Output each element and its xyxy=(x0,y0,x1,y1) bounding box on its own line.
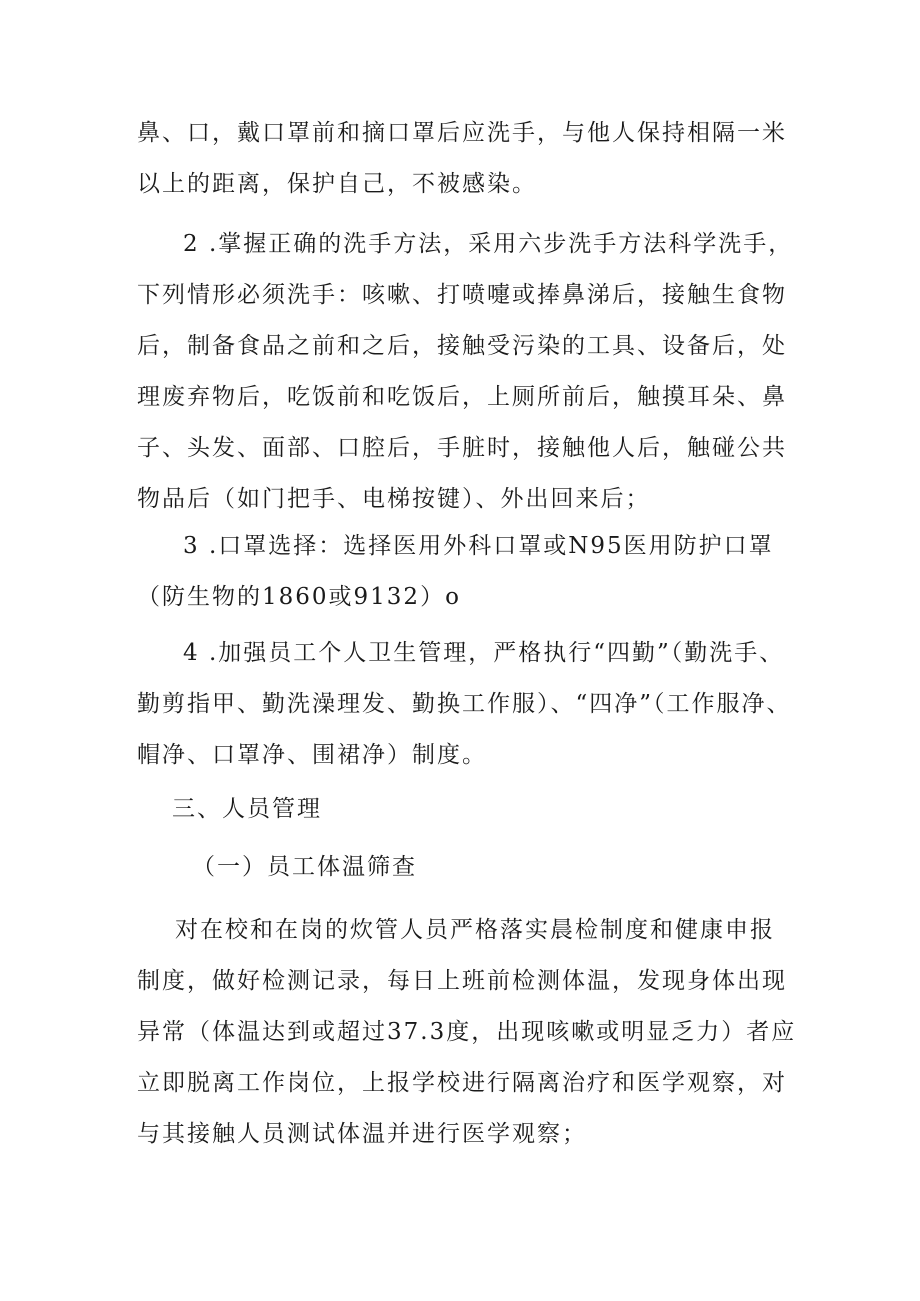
paragraph-temperature-screening: 对在校和在岗的炊管人员严格落实晨检制度和健康申报制度，做好检测记录，每日上班前检测体温，发现身体出现异常（体温达到或超过37.3度，出现咳嗽或明显乏力）者应立即脱离工作岗位，上报学校进行隔离治疗和医学观察，对与其接触人员测试体温并进行医学观察； xyxy=(137,917,797,1147)
paragraph-personal-hygiene: 4 .加强员工个人卫生管理，严格执行“四勤”（勤洗手、勤剪指甲、勤洗澡理发、勤换工作服）、“四净”（工作服净、帽净、口罩净、围裙净）制度。 xyxy=(137,640,792,768)
section-heading: 三、人员管理 xyxy=(172,796,322,822)
paragraph-handwashing: 2 .掌握正确的洗手方法，采用六步洗手方法科学洗手，下列情形必须洗手：咳嗽、打喷嚏或捧鼻涕后，接触生食物后，制备食品之前和之后，接触受污染的工具、设备后，处理废弃物后，吃饭前和吃饭后，上厕所前后，触摸耳朵、鼻子、头发、面部、口腔后，手脏时，接触他人后，触碰公共物品后（如门把手、电梯按键）、外出回来后； xyxy=(137,231,794,512)
paragraph-hygiene-distance: 鼻、口，戴口罩前和摘口罩后应洗手，与他人保持相隔一米以上的距离，保护自己，不被感染。 xyxy=(137,120,787,197)
subsection-heading: （一）员工体温筛查 xyxy=(192,854,417,880)
paragraph-mask-selection: 3 .口罩选择：选择医用外科口罩或N95医用防护口罩（防生物的1860或9132）o xyxy=(137,533,774,610)
